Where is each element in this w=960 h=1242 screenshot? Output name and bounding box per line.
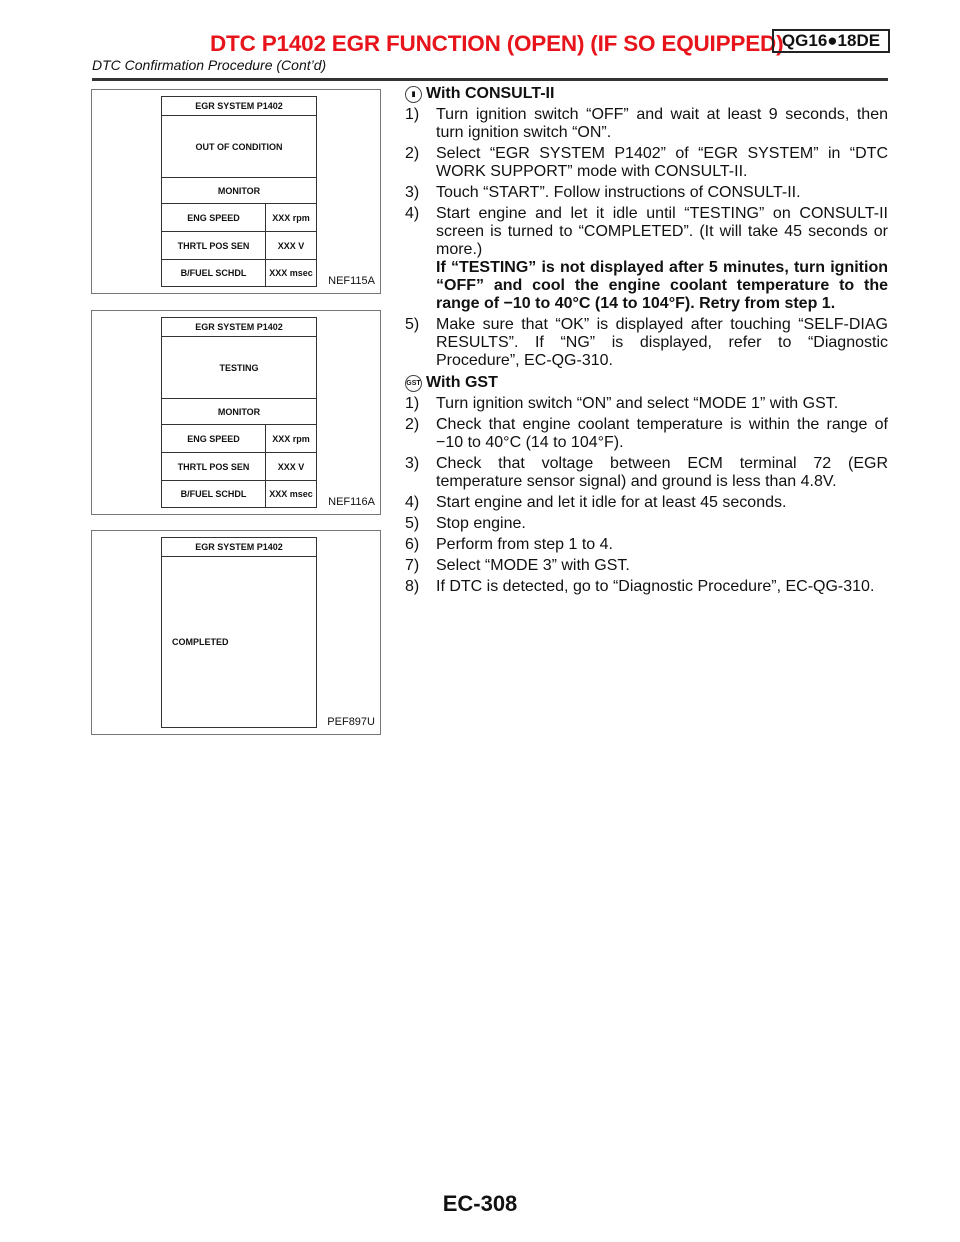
step-number: 4) <box>405 494 420 511</box>
screen-header: EGR SYSTEM P1402 <box>162 538 316 557</box>
step-number: 1) <box>405 395 420 412</box>
monitor-row <box>162 232 316 260</box>
screen-figure <box>91 310 381 515</box>
figure-id: NEF116A <box>328 496 375 508</box>
procedure-step <box>405 184 888 202</box>
monitor-label: MONITOR <box>162 399 316 425</box>
consult-heading <box>405 85 888 103</box>
step-number: 3) <box>405 184 420 201</box>
procedure-step <box>405 145 888 181</box>
figure-id: PEF897U <box>327 716 375 728</box>
screen-figure <box>91 89 381 294</box>
page-title: DTC P1402 EGR FUNCTION (OPEN) (IF SO EQUIPPED) <box>210 31 784 56</box>
step-number: 8) <box>405 578 420 595</box>
step-number: 2) <box>405 145 420 162</box>
procedure-step <box>405 395 888 413</box>
monitor-row <box>162 260 316 286</box>
step-number: 7) <box>405 557 420 574</box>
procedure-step <box>405 536 888 554</box>
procedure-step <box>405 455 888 491</box>
step-number: 6) <box>405 536 420 553</box>
monitor-item: B/FUEL SCHDL <box>162 260 266 286</box>
step-text: Select “EGR SYSTEM P1402” of “EGR SYSTEM” in “DTC WORK SUPPORT” mode with CONSULT-II. <box>436 145 888 180</box>
monitor-row <box>162 425 316 453</box>
screen-figure <box>91 530 381 735</box>
monitor-value: XXX msec <box>269 489 313 499</box>
gst-icon: GST <box>405 375 422 392</box>
step-number: 3) <box>405 455 420 472</box>
monitor-item: B/FUEL SCHDL <box>162 481 266 507</box>
screen-status: COMPLETED <box>172 636 229 647</box>
step-text: Perform from step 1 to 4. <box>436 536 613 553</box>
step-text: Stop engine. <box>436 515 526 532</box>
procedure-step <box>405 578 888 596</box>
procedure-step <box>405 494 888 512</box>
section-subtitle: DTC Confirmation Procedure (Cont’d) <box>92 57 327 73</box>
consult-icon: ▮ <box>405 86 422 103</box>
step-number: 1) <box>405 106 420 123</box>
monitor-row <box>162 453 316 481</box>
gst-heading <box>405 374 888 392</box>
figure-id: NEF115A <box>328 275 375 287</box>
monitor-value: XXX V <box>277 240 305 251</box>
consult-screen <box>161 317 317 508</box>
procedure-column <box>405 85 888 599</box>
step-text: If DTC is detected, go to “Diagnostic Procedure”, EC-QG-310. <box>436 578 875 595</box>
procedure-step <box>405 515 888 533</box>
screen-header: EGR SYSTEM P1402 <box>162 318 316 337</box>
consult-heading-text: With CONSULT-II <box>426 85 555 102</box>
header-rule <box>92 78 888 81</box>
step-text: Start engine and let it idle for at least 45 seconds. <box>436 494 787 511</box>
monitor-value: XXX rpm <box>272 212 310 223</box>
step-text: Check that engine coolant temperature is within the range of −10 to 40°C (14 to 104°F). <box>436 416 888 451</box>
step-number: 5) <box>405 515 420 532</box>
monitor-item: ENG SPEED <box>162 425 266 452</box>
gst-heading-text: With GST <box>426 374 498 391</box>
monitor-item: ENG SPEED <box>162 204 266 231</box>
step-text: Select “MODE 3” with GST. <box>436 557 630 574</box>
screen-header: EGR SYSTEM P1402 <box>162 97 316 116</box>
procedure-step <box>405 316 888 370</box>
step-number: 5) <box>405 316 420 333</box>
step-text: Check that voltage between ECM terminal 72 (EGR temperature sensor signal) and ground is less than 4.8V. <box>436 455 888 490</box>
monitor-value: XXX V <box>277 461 305 472</box>
step-text: Turn ignition switch “ON” and select “MODE 1” with GST. <box>436 395 839 412</box>
consult-screen <box>161 96 317 287</box>
monitor-value: XXX msec <box>269 268 313 278</box>
step-text: Make sure that “OK” is displayed after touching “SELF-DIAG RESULTS”. If “NG” is displayed, refer to “Diagnostic Procedure”, EC-QG-310. <box>436 316 888 369</box>
monitor-item: THRTL POS SEN <box>162 453 266 480</box>
step-warning: If “TESTING” is not displayed after 5 minutes, turn ignition “OFF” and cool the engine coolant temperature to the range of −10 to 40°C (14 to 104°F). Retry from step 1. <box>436 259 888 312</box>
page-number: EC-308 <box>442 1191 518 1216</box>
procedure-step <box>405 106 888 142</box>
monitor-item: THRTL POS SEN <box>162 232 266 259</box>
monitor-label: MONITOR <box>162 178 316 204</box>
step-text: Start engine and let it idle until “TESTING” on CONSULT-II screen is turned to “COMPLETED”. (It will take 45 seconds or more.) <box>436 205 888 258</box>
engine-badge: QG16●18DE <box>772 29 890 53</box>
consult-screen <box>161 537 317 728</box>
step-number: 2) <box>405 416 420 433</box>
monitor-row <box>162 481 316 507</box>
procedure-step <box>405 557 888 575</box>
procedure-step <box>405 205 888 313</box>
monitor-row <box>162 204 316 232</box>
step-text: Touch “START”. Follow instructions of CONSULT-II. <box>436 184 801 201</box>
monitor-value: XXX rpm <box>272 433 310 444</box>
step-number: 4) <box>405 205 420 222</box>
procedure-step <box>405 416 888 452</box>
screen-status: TESTING <box>162 337 316 399</box>
step-text: Turn ignition switch “OFF” and wait at least 9 seconds, then turn ignition switch “ON”. <box>436 106 888 141</box>
screen-status: OUT OF CONDITION <box>162 116 316 178</box>
